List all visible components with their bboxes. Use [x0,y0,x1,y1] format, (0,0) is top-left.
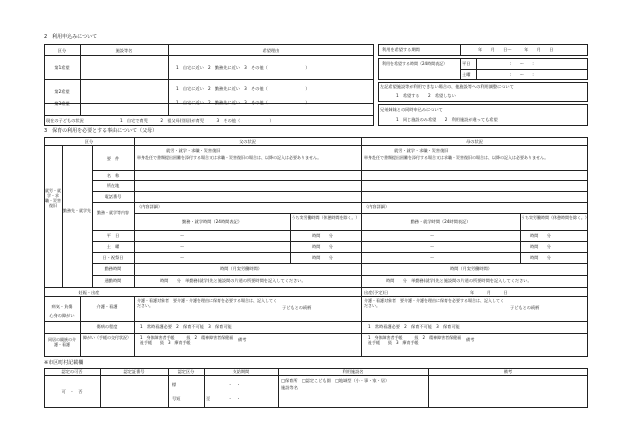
shisetsu-options[interactable]: □保育所 □認定こども園 □地域型（小・事・家・居） [281,378,390,383]
father-kinmu-head: 勤務・就学時間（24時間表記） [182,219,242,224]
side-label-employment: 就労・就学・求職・災害復旧 [45,188,61,208]
reason-options-1[interactable]: 1 自宅に近い 2 勤務先に近い 3 その他（ ） [176,65,310,70]
m-head-kubun: 認定区分 [177,369,195,374]
section2-request-table [44,44,374,126]
section2-title: 2 利用申込みについて [44,34,98,40]
sibling-options[interactable]: 1 同じ施設のみ希望 2 利用施設が違っても希望 [396,117,498,122]
father-kaigo-text: 介護・看護対象者 要介護・介護を理由に保育を必要する場合は、記入してください。 [137,298,277,308]
mother-saturday-tilde: 〜 [430,244,435,249]
father-kodomo: 子どもとの続柄 [282,305,312,310]
sibling-question: 兄弟姉妹との同時申込みについて [380,107,443,112]
father-weekday-hours[interactable]: 時間 分 [312,233,333,238]
label-teido: 傷病の程度 [96,324,118,329]
father-saturday-hours[interactable]: 時間 分 [312,244,333,249]
label-kaigo: 介護・看護 [96,304,118,309]
father-weekday-tilde: 〜 [180,233,185,238]
kubun-gou: 号短 [172,396,181,401]
row-label-3: 第3希望 [54,101,70,106]
row-label-1: 第1希望 [54,65,70,70]
label-shozaichi: 所在地 [106,183,120,188]
period-label: 利用を希望する期間 [382,47,420,52]
label-shinshin: 心身の障がい [49,313,75,318]
mother-kaigo-text: 介護・看護対象者 要介護・介護を理由に保育を必要する場合は、記入してください。 [364,298,504,308]
mother-weekday-hours[interactable]: 時間 分 [530,233,551,238]
m-head-bango: 認定証番号 [123,369,145,374]
kahi-value[interactable]: 可 ・ 否 [61,389,83,394]
mother-tsukin[interactable]: 時間 分 単勤務(就学)先と施設間の片道の所要時間を記入してください。 [386,278,532,283]
kikan-from-dots[interactable]: ・ ・ [228,382,241,387]
father-teido-options[interactable]: 1 常時看護必要 2 保育不可能 3 保育可能 [140,324,232,329]
father-kinmu-jikan[interactable]: 時間（月実労働時間） [220,266,262,271]
kikan-to-dots[interactable]: ・ ・ [228,396,241,401]
kubun-hyo: 標 [172,382,177,387]
weekday-label: 平日 [462,61,471,66]
municipal-table [44,368,588,408]
current-status-options[interactable]: 1 自宅で育児 2 祖父母(別居)が育児 3 その他（ ） [120,118,274,123]
father-shogai-options[interactable]: 1 身体障害者手帳 級 2 精神障害者保健福祉手帳 級 3 療育手帳 [140,335,234,345]
father-youken-head: 就労・就学・求職・災害復旧 [166,148,221,153]
sub-label-workplace: 勤務先・就学先 [63,208,91,213]
adjust-options[interactable]: 1 希望する 2 希望しない [396,93,456,98]
mother-kinmu-head: 勤務・就学時間（24時間表記） [410,219,471,224]
m-head-biko: 備考 [503,369,513,374]
row-label-2: 第2希望 [54,89,70,94]
label-ninshin: 妊娠・出産 [78,290,100,295]
label-yotei: 出産(予定)日 [364,290,389,295]
time-label: 利用を希望する時間（24時間表記） [382,61,448,66]
mother-header: 母の状況 [466,139,483,144]
reason-options-3[interactable]: 1 自宅に近い 2 勤務先に近い 3 その他（ ） [176,100,310,105]
mother-kodomo: 子どもとの続柄 [510,305,540,310]
label-doyou: 土 曜 [106,244,120,249]
mother-teido-options[interactable]: 1 常時看護必要 2 保育不可能 3 保育可能 [368,324,460,329]
label-byoki: 病気・負傷 [51,304,73,309]
kikan-shi: 至 [206,396,211,401]
mother-youken-text: 単身赴任で書類提出困難を添付する場合又は求職・災害復旧の場合は、以降の記入は必要ありません。 [364,155,549,160]
mother-kyukei-head: うち実労働時間（休憩時間を除く。） [521,215,589,220]
mother-holiday-hours[interactable]: 時間 分 [530,255,551,260]
mother-youken-head: 就労・就学・求職・災害復旧 [394,148,449,153]
reason-options-2[interactable]: 1 自宅に近い 2 勤務先に近い 3 その他（ ） [176,86,310,91]
m-head-kikan: 支給期間 [232,369,250,374]
adjust-question: 左記希望施設等が利用できない場合の、他施設等への利用調整について [380,84,514,89]
father-tsukin[interactable]: 時間 分 単勤務(就学)先と施設間の片道の所要時間を記入してください。 [160,278,306,283]
weekday-time[interactable]: : 〜 : [510,61,534,66]
mother-holiday-tilde: 〜 [430,255,435,260]
header-kubun: 区分 [57,48,67,53]
father-kyukei-head: うち実労働時間（休憩時間を除く。） [291,215,360,220]
header-shisetsu: 施設等名 [115,48,133,53]
label-denwa: 電話番号 [104,194,122,199]
s3-kubun: 区分 [84,139,94,144]
mother-weekday-tilde: 〜 [430,233,435,238]
father-biko: 備考 [238,337,247,342]
label-youken: 要 件 [106,156,120,161]
father-youken-text: 単身赴任で書類提出困難を添付する場合又は求職・災害復旧の場合は、以降の記入は必要ありません。 [137,155,322,160]
label-douk: 同居の親族の介護・看護 [48,337,76,347]
saturday-time[interactable]: : 〜 : [510,72,534,77]
father-naiyou-note: （内容詳細） [137,204,163,209]
shisetsu-mei-label: 施設等名 [281,385,298,390]
mother-kinmu-jikan[interactable]: 時間（月実労働時間） [450,266,492,271]
period-value[interactable]: 年 月 日〜 年 月 日 [478,47,554,52]
section3-title: 3 保育の利用を必要とする事由について（父母） [44,128,158,134]
mother-shogai-options[interactable]: 1 身体障害者手帳 級 2 精神障害者保健福祉手帳 級 3 療育手帳 [368,335,462,345]
label-shogai: 障がい（手帳の交付状況） [83,335,131,340]
header-reason: 希望理由 [262,48,280,53]
label-naiyou: 勤務・就学等内容 [97,210,129,215]
saturday-label: 土曜 [462,72,471,77]
section4-title: ※市区町村記載欄 [44,360,84,366]
label-nichiyou: 日・祝祭日 [102,255,124,260]
father-holiday-tilde: 〜 [180,255,185,260]
father-holiday-hours[interactable]: 時間 分 [312,255,333,260]
due-date[interactable]: 年 月 日 [470,290,508,295]
current-status-label: 現在の子どもの状況 [46,118,84,123]
label-meisho: 名 称 [106,173,120,178]
mother-biko: 備考 [466,337,475,342]
m-head-shisetsu: 利用施設名 [342,369,364,374]
label-heijitsu: 平 日 [106,233,120,238]
mother-saturday-hours[interactable]: 時間 分 [530,244,551,249]
father-saturday-tilde: 〜 [180,244,185,249]
father-header: 父の状況 [239,139,256,144]
label-kinmu-jikan: 勤務時間 [104,266,122,271]
mother-naiyou-note: （内容詳細） [364,204,390,209]
label-tsukin: 通勤時間 [104,278,122,283]
m-head-kahi: 認定の可否 [61,369,83,374]
